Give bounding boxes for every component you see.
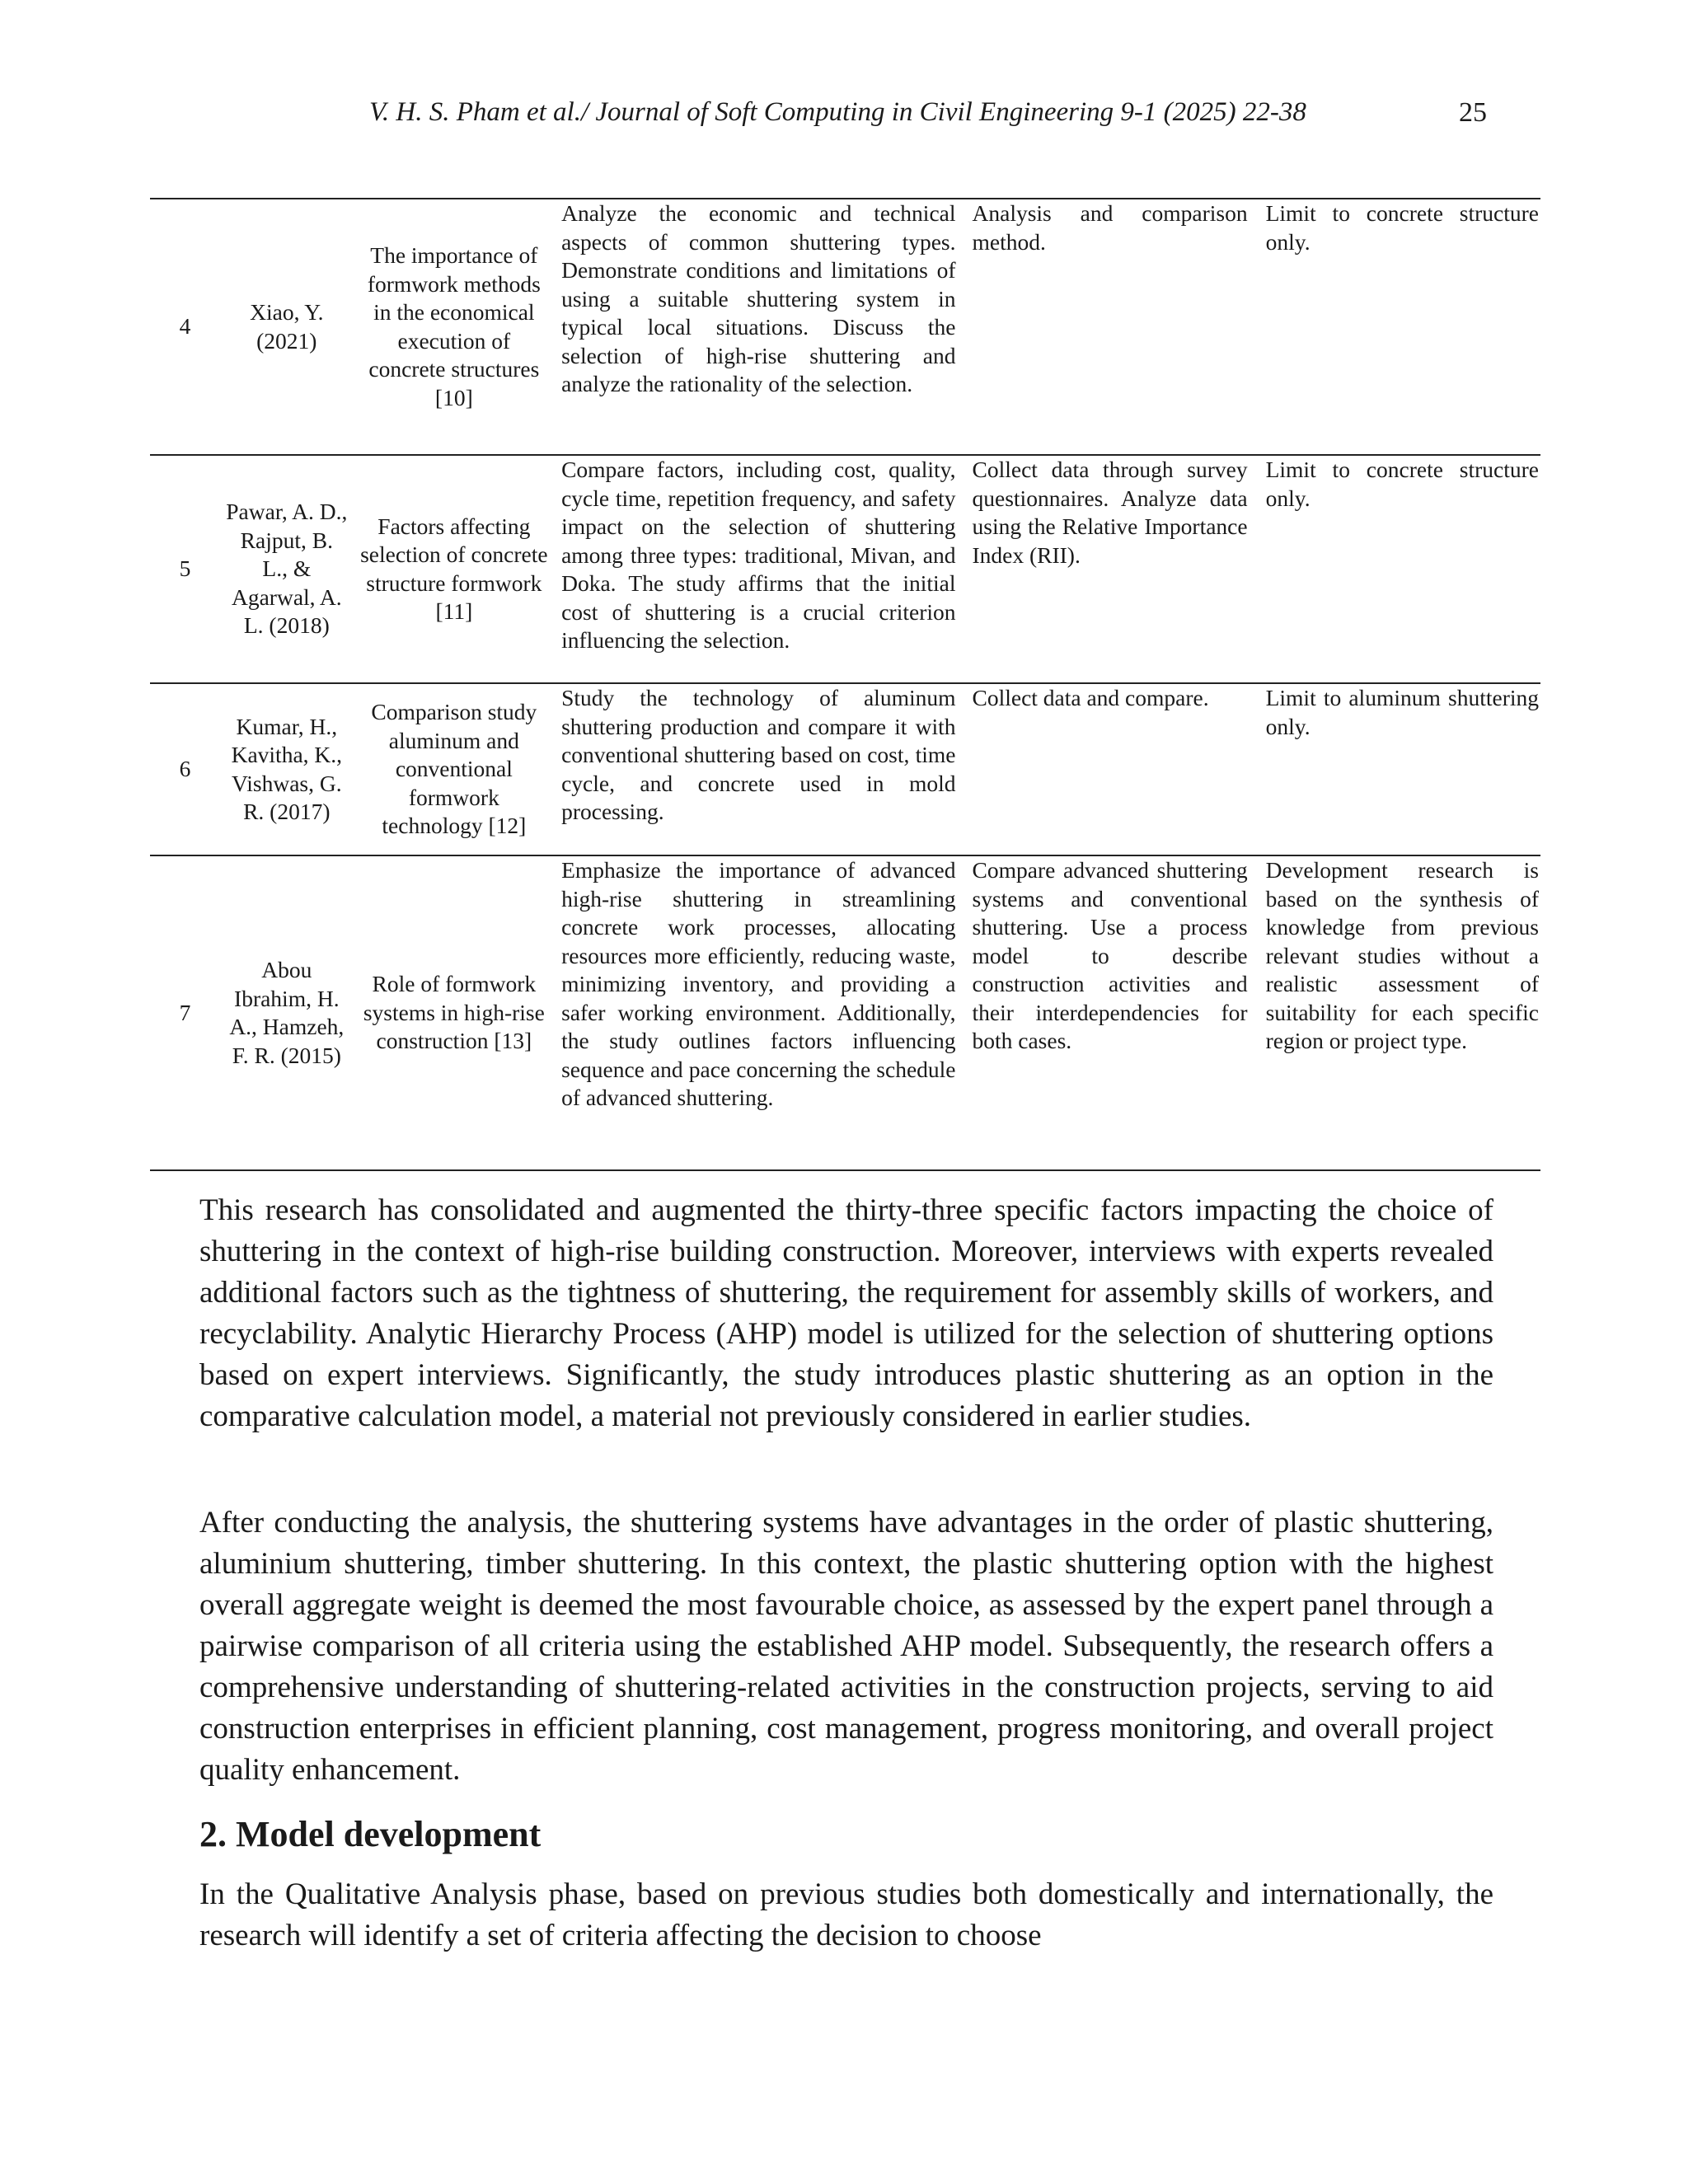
author-cell: Xiao, Y. (2021) — [250, 299, 324, 354]
running-header — [0, 97, 1688, 138]
limitation-cell: Limit to concrete structure only. — [1265, 200, 1539, 255]
title-cell: Factors affecting selection of concrete structure formwork [11] — [360, 513, 548, 624]
body-paragraph: This research has consolidated and augmented the thirty-three specific factors impacting the choice of shuttering in the context of high-rise building construction. Moreover, interviews with experts revealed additional factors such as the tightness of shuttering, the requirement for assembly skills of workers, and recyclability. Analytic Hierarchy Process (AHP) model is utilized for the selection of shuttering options based on expert interviews. Significantly, the study introduces plastic shuttering as an option in the comparative calculation model, a material not previously considered in earlier studies. — [199, 1193, 1493, 1433]
method-cell: Analysis and comparison method. — [972, 200, 1248, 255]
row-number: 4 — [179, 313, 191, 340]
body-paragraph: After conducting the analysis, the shuttering systems have advantages in the order of plastic shuttering, aluminium shuttering, timber shuttering. In this context, the plastic shuttering option with the highest overall aggregate weight is deemed the most favourable choice, as assessed by the expert panel through a pairwise comparison of all criteria using the established AHP model. Subsequently, the research offers a comprehensive understanding of shuttering-related activities in the construction projects, serving to aid construction enterprises in efficient planning, cost management, progress monitoring, and overall project quality enhancement. — [199, 1506, 1493, 1787]
literature-review-table — [150, 198, 1540, 1171]
title-cell: Comparison study aluminum and conventional formwork technology [12] — [371, 699, 537, 839]
method-cell: Compare advanced shuttering systems and conventional shuttering. Use a process model to describe construction activities and their interdependencies for both cases. — [972, 857, 1248, 1053]
table-row — [150, 683, 1540, 855]
running-title: V. H. S. Pham et al./ Journal of Soft Computing in Civil Engineering 9-1 (2025) 22-38 — [369, 97, 1306, 127]
content-cell: Analyze the economic and technical aspects of common shuttering types. Demonstrate conditions and limitations of using a suitable shuttering system in typical local situations. Discuss the selection of high-rise shuttering and analyze the rationality of the selection. — [561, 200, 956, 396]
title-cell: Role of formwork systems in high-rise construction [13] — [363, 971, 545, 1054]
author-cell: Pawar, A. D., Rajput, B. L., & Agarwal, A. L. (2018) — [226, 499, 348, 639]
limitation-cell: Limit to concrete structure only. — [1265, 457, 1539, 511]
row-number: 6 — [179, 756, 191, 782]
author-cell: Abou Ibrahim, H. A., Hamzeh, F. R. (2015) — [229, 957, 345, 1068]
page-number: 25 — [1459, 97, 1487, 128]
title-cell: The importance of formwork methods in the economical execution of concrete structures [10] — [367, 242, 541, 410]
table-row — [150, 855, 1540, 1170]
table-row — [150, 199, 1540, 455]
body-paragraph: In the Qualitative Analysis phase, based on previous studies both domestically and internationally, the research will identify a set of criteria affecting the decision to choose — [199, 1877, 1493, 1952]
method-cell: Collect data and compare. — [972, 685, 1209, 710]
content-cell: Compare factors, including cost, quality, cycle time, repetition frequency, and safety impact on the selection of shuttering among three types: traditional, Mivan, and Doka. The study affirms that the initial cost of shuttering is a crucial criterion influencing the selection. — [561, 457, 956, 653]
author-cell: Kumar, H., Kavitha, K., Vishwas, G. R. (2017) — [231, 713, 343, 824]
row-number: 5 — [179, 555, 191, 582]
row-number: 7 — [179, 999, 191, 1025]
limitation-cell: Limit to aluminum shuttering only. — [1265, 685, 1539, 739]
method-cell: Collect data through survey questionnaires. Analyze data using the Relative Importance Index (RII). — [972, 457, 1248, 568]
content-cell: Study the technology of aluminum shuttering production and compare it with conventional shuttering based on cost, time cycle, and concrete used in mold processing. — [561, 685, 956, 824]
section-heading: 2. Model development — [199, 1814, 542, 1854]
table-row — [150, 455, 1540, 683]
limitation-cell: Development research is based on the synthesis of knowledge from previous relevant studies without a realistic assessment of suitability for each specific region or project type. — [1265, 857, 1539, 1053]
content-cell: Emphasize the importance of advanced high-rise shuttering in streamlining concrete work processes, allocating resources more efficiently, reducing waste, minimizing inventory, and providing a safer working environment. Additionally, the study outlines factors influencing sequence and pace concerning the schedule of advanced shuttering. — [561, 857, 956, 1110]
